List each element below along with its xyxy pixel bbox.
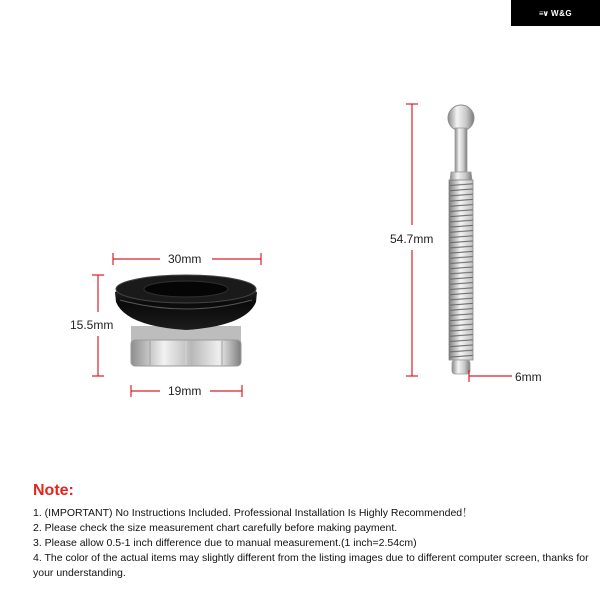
brand-logo-icon: ≡∨ — [538, 8, 549, 18]
dim-label-bottom-width: 19mm — [168, 384, 202, 398]
brand-name: W&G — [551, 8, 573, 18]
note-item: 2. Please check the size measurement chart carefully before making payment. — [33, 522, 398, 534]
note-item: 4. The color of the actual items may slightly different from the listing images due to different computer screen, thanks for your understanding. — [33, 552, 589, 579]
dim-line-pin-diameter — [469, 370, 512, 382]
button-cap — [115, 275, 257, 330]
dim-label-pin-length: 54.7mm — [390, 232, 434, 246]
note-list — [33, 506, 593, 581]
button-nut — [131, 326, 241, 366]
note-item: 3. Please allow 0.5-1 inch difference due to manual measurement.(1 inch=2.54cm) — [33, 537, 417, 549]
hood-pin — [448, 105, 474, 374]
note-item: 1. (IMPORTANT) No Instructions Included. Professional Installation Is Highly Recommended！ — [33, 507, 473, 519]
note-title: Note: — [33, 482, 74, 499]
dim-label-pin-diameter: 6mm — [515, 370, 542, 384]
dim-label-top-width: 30mm — [168, 252, 202, 266]
dim-label-height: 15.5mm — [70, 318, 114, 332]
